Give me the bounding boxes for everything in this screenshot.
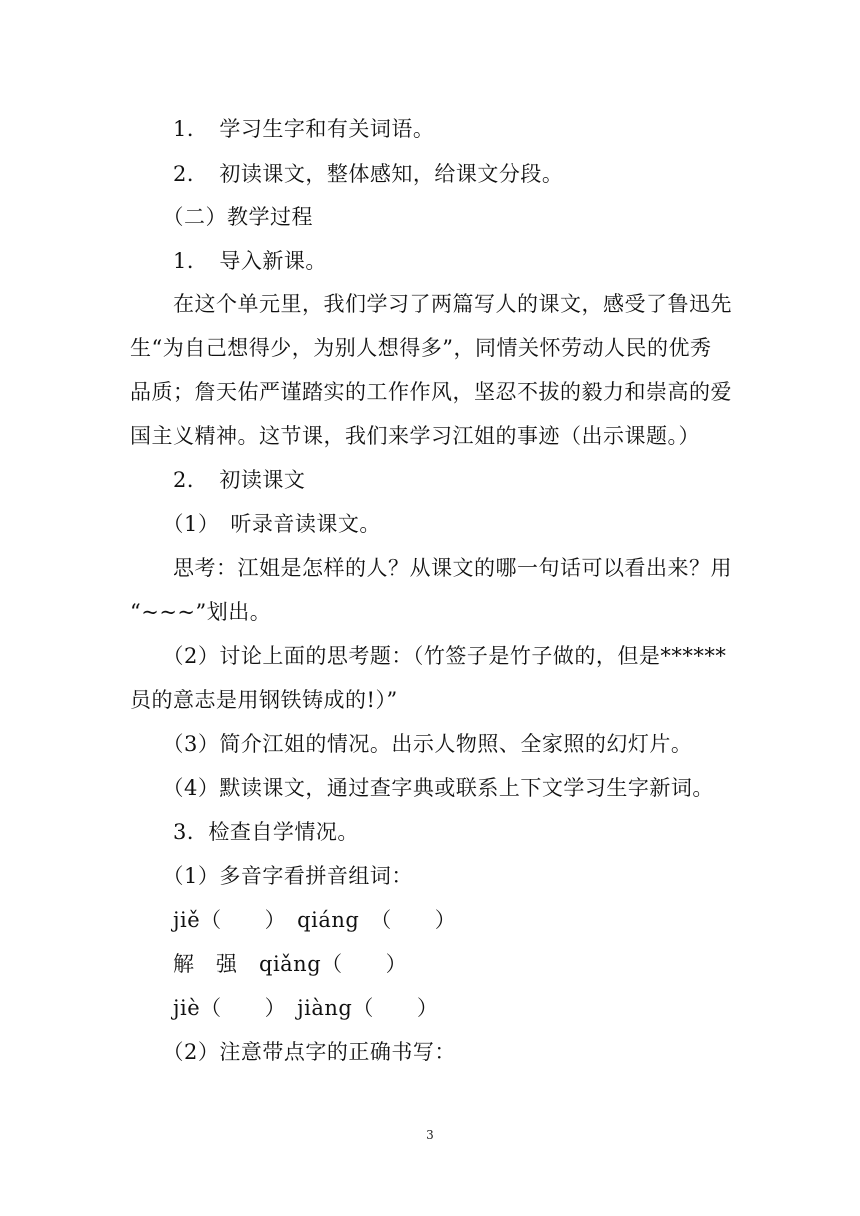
text-line-4: 1． 导入新课。 [130,249,327,273]
text-line-15: （3）简介江姐的情况。出示人物照、全家照的幻灯片。 [130,732,693,756]
pinyin-line-1: jiě（ ） qiáng （ ） [130,908,457,932]
text-line-12: “~~~”划出。 [130,600,272,624]
text-line-10: （1） 听录音读课文。 [130,512,381,536]
text-line-22: （2）注意带点字的正确书写： [130,1040,456,1064]
text-line-17: 3．检查自学情况。 [130,820,359,844]
text-line-6: 生“为自己想得少，为别人想得多”，同情关怀劳动人民的优秀 [130,336,712,360]
text-line-8: 国主义精神。这节课，我们来学习江姐的事迹（出示课题。） [130,424,700,448]
pinyin-line-3: jiè（ ） jiàng（ ） [130,996,439,1020]
text-line-9: 2． 初读课文 [130,468,306,492]
page-number: 3 [426,1128,434,1142]
text-line-14: 员的意志是用钢铁铸成的!）” [130,688,398,712]
text-line-18: （1）多音字看拼音组词： [130,864,413,888]
text-line-11: 思考：江姐是怎样的人？从课文的哪一句话可以看出来？用 [130,556,732,580]
text-line-7: 品质；詹天佑严谨踏实的工作作风，坚忍不拔的毅力和崇高的爱 [130,380,732,404]
section-heading: （二）教学过程 [130,205,313,229]
text-line-16: （4）默读课文，通过查字典或联系上下文学习生字新词。 [130,776,714,800]
text-line-1: 1． 学习生字和有关词语。 [130,117,435,141]
text-line-13: （2）讨论上面的思考题：（竹签子是竹子做的，但是****** [130,644,727,668]
text-line-2: 2． 初读课文，整体感知，给课文分段。 [130,162,564,186]
text-line-5: 在这个单元里，我们学习了两篇写人的课文，感受了鲁迅先 [130,292,732,316]
pinyin-line-2: 解 强 qiǎng（ ） [130,952,408,976]
